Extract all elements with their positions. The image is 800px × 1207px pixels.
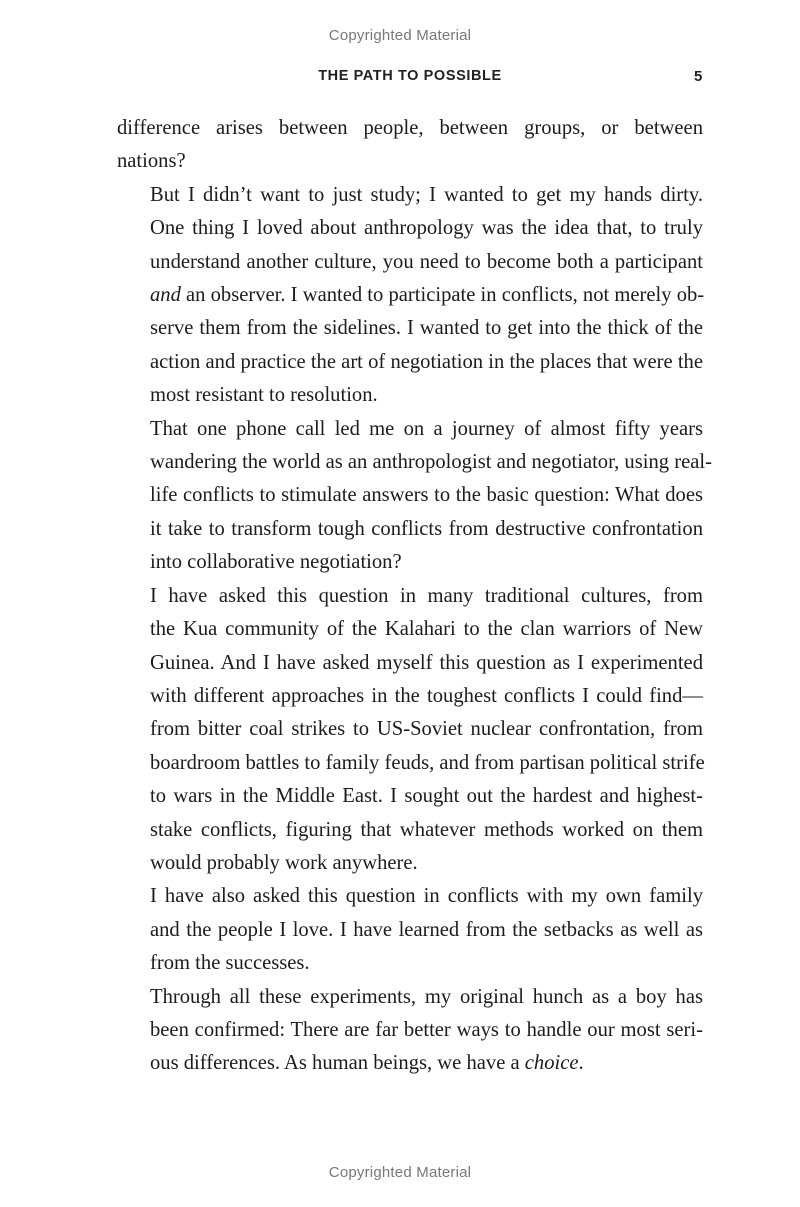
text-line: most resistant to resolution. xyxy=(150,384,378,407)
text-line: But I didn’t want to just study; I wanted to get my hands dirty. xyxy=(150,183,703,206)
text-line: One thing I loved about anthropology was the idea that, to truly xyxy=(150,217,703,240)
text-line: I have also asked this question in conflicts with my own family xyxy=(150,885,703,908)
text-line: I have asked this question in many traditional cultures, from xyxy=(150,584,703,607)
paragraph-4 xyxy=(117,580,703,881)
watermark-top: Copyrighted Material xyxy=(328,27,472,44)
text-line: stake conflicts, figuring that whatever methods worked on them xyxy=(150,818,703,841)
text-line: from the successes. xyxy=(150,952,310,975)
text-line: difference arises between people, between groups, or between xyxy=(117,117,703,139)
text-line: with different approaches in the toughest conflicts I could find— xyxy=(150,684,703,707)
text-line: ous differences. As human beings, we have a choice. xyxy=(150,1052,584,1075)
text-line: wandering the world as an anthropologist and negotiator, using real- xyxy=(150,451,712,474)
text-line: Guinea. And I have asked myself this question as I experimented xyxy=(150,651,703,674)
text-line: to wars in the Middle East. I sought out the hardest and highest- xyxy=(150,785,703,808)
text-line: action and practice the art of negotiation in the places that were the xyxy=(150,350,703,373)
text-line: and the people I love. I have learned from the setbacks as well as xyxy=(150,918,703,941)
text-line: would probably work anywhere. xyxy=(150,851,418,874)
text-line: from bitter coal strikes to US-Soviet nuclear confrontation, from xyxy=(150,718,703,741)
paragraph-1 xyxy=(117,112,703,179)
text-line: the Kua community of the Kalahari to the clan warriors of New xyxy=(150,618,703,641)
text-line: That one phone call led me on a journey of almost fifty years xyxy=(150,417,703,440)
text-line: and an observer. I wanted to participate in conflicts, not merely ob- xyxy=(150,284,705,307)
running-head-title: THE PATH TO POSSIBLE xyxy=(318,68,502,84)
text-line: understand another culture, you need to become both a participant xyxy=(150,250,703,273)
text-line: been confirmed: There are far better ways to handle our most seri- xyxy=(150,1018,703,1041)
text-line: Through all these experiments, my original hunch as a boy has xyxy=(150,985,703,1008)
text-line: boardroom battles to family feuds, and from partisan political strife xyxy=(150,751,705,774)
watermark-bottom: Copyrighted Material xyxy=(328,1164,472,1181)
body-text xyxy=(117,112,712,1081)
text-line: nations? xyxy=(117,150,186,173)
text-line: life conflicts to stimulate answers to the basic question: What does xyxy=(150,484,703,507)
text-line: it take to transform tough conflicts from destructive confrontation xyxy=(150,517,703,540)
page-number: 5 xyxy=(694,68,703,85)
paragraph-2 xyxy=(117,179,703,413)
paragraph-3 xyxy=(117,413,712,580)
running-head xyxy=(117,68,703,90)
text-line: into collaborative negotiation? xyxy=(150,551,402,574)
text-line: serve them from the sidelines. I wanted to get into the thick of the xyxy=(150,317,703,340)
paragraph-6 xyxy=(117,981,703,1081)
paragraph-5 xyxy=(117,880,703,980)
